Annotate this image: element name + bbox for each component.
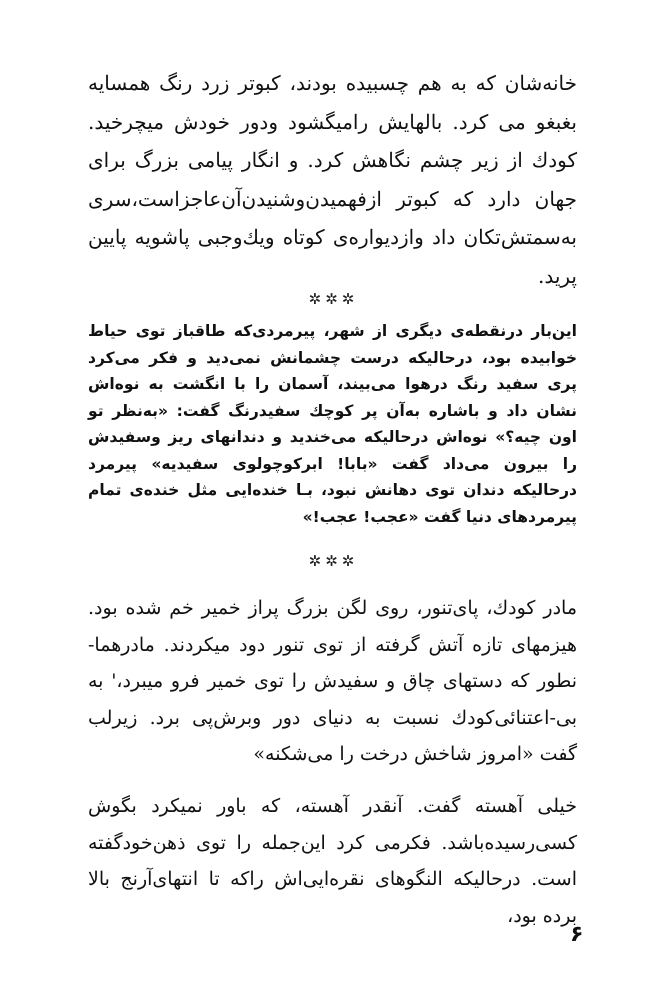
section-separator: ✲✲✲ xyxy=(308,290,359,308)
section-separator: ✲✲✲ xyxy=(308,552,359,570)
paragraph-2-bold: این‌بار درنقطه‌ی دیگری از شهر، پیرمردی‌که طاقباز توی حیاط خوابیده بود، درحالیکه درست چشمانش نمی‌دید و فکر می‌کرد پری سفید رنگ درهوا می‌بیند، آسمان را با انگشت به نوه‌اش نشان داد و باشاره به‌آن پر کوچك سفیدرنگ گفت: «به‌نظر تو اون چیه؟» نوه‌اش درحالیکه می‌خندید و دندانهای ریز وسفیدش را بیرون می‌داد گفت «بابا! ابرکوچولوی سفیدیه» پیرمرد درحالیکه دندان توی دهانش نبود، بـا خنده‌ایی مثل خنده‌ی تمام پیرمردهای دنیا گفت «عجب! عجب!» xyxy=(88,322,577,526)
paragraph-3: مادر کودك، پای‌تنور، روی لگن بزرگ پراز خمیر خم شده بود. هیزمهای تازه آتش گرفته از توی تنور دود میکردند. مادرهما‌-نطور که دستهای چاق و سفیدش را توی خمیر فرو میبرد،' به بی‌-اعتنائی‌کودك نسبت به دنیای دور وبرش‌پی برد. زیرلب گفت «امروز شاخش درخت را می‌شکنه» xyxy=(88,597,577,765)
page-number: ۶ xyxy=(570,922,584,947)
paragraph-1: خانه‌شان که به هم چسبیده بودند، کبوتر زرد رنگ همسایه بغبغو می کرد. بالهایش رامیگشود ودور خودش میچرخید. کودك از زیر چشم نگاهش کرد. و انگار پیامی بزرگ برای جهان دارد که کبوتر ازفهمیدن‌وشنیدن‌آن‌عاجز‌است،سری به‌سمتش‌تکان داد وازدیواره‌ی کوتاه ویك‌وجبی پاشویه پایین پرید. xyxy=(88,71,577,288)
paragraph-4: خیلی آهسته گفت. آنقدر آهسته، که باور نمیکرد بگوش کسی‌رسیده‌باشد. فکرمی کرد این‌جمله را توی ذهن‌خود‌گفته است. درحالیکه النگوهای نقره‌ایی‌اش راکه تا انتهای‌آرنج بالا برده بود، xyxy=(88,795,577,927)
